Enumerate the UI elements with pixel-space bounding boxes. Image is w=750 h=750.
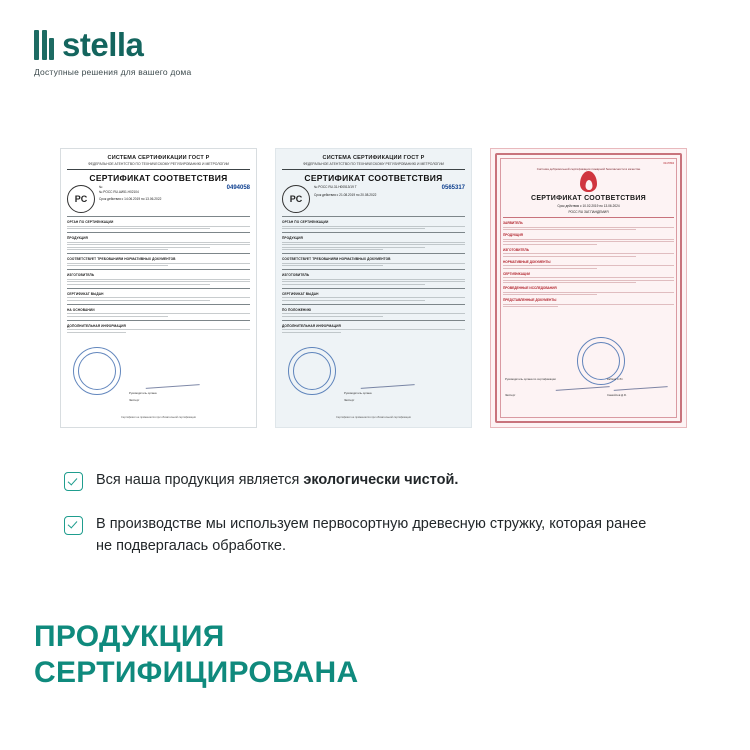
cert3-sign-role: Руководитель органа по сертификации bbox=[505, 377, 556, 381]
cert1-section-2: СООТВЕТСТВУЕТ ТРЕБОВАНИЯМ НОРМАТИВНЫХ ДОКУМЕНТОВ bbox=[67, 257, 176, 261]
bullet-text-1 bbox=[96, 470, 458, 492]
cert3-section-0: ЗАЯВИТЕЛЬ bbox=[503, 221, 523, 226]
cert3-system-title: Система добровольной сертификации пожарной безопасности в качестве bbox=[536, 167, 641, 171]
cert3-section-5: ПРОВЕДЕННЫЕ ИССЛЕДОВАНИЯ bbox=[503, 286, 557, 291]
cert1-agency: ФЕДЕРАЛЬНОЕ АГЕНТСТВО ПО ТЕХНИЧЕСКОМУ РЕГУЛИРОВАНИЮ И МЕТРОЛОГИИ bbox=[88, 162, 229, 166]
cert2-section-4: СЕРТИФИКАТ ВЫДАН bbox=[282, 291, 319, 296]
cert3-signature-1 bbox=[554, 366, 609, 391]
cert1-stamp bbox=[73, 347, 121, 395]
check-icon bbox=[64, 516, 83, 535]
cert1-section-5: НА ОСНОВАНИИ bbox=[67, 307, 95, 312]
cert2-stamp bbox=[288, 347, 336, 395]
brand-name: stella bbox=[62, 26, 144, 63]
cert2-valid-to-label: по bbox=[356, 192, 360, 197]
cert3-signer-2: Самойлов Д.Я. bbox=[607, 393, 627, 397]
benefits-list bbox=[64, 470, 684, 579]
cert3-valid-to-label: по bbox=[599, 204, 603, 208]
cert1-sign-expert: Эксперт bbox=[129, 398, 140, 402]
cert2-section-5: ПО ПОЛОЖЕНИЮ bbox=[282, 307, 312, 312]
cert2-doc-title: СЕРТИФИКАТ СООТВЕТСТВИЯ bbox=[304, 173, 443, 183]
cert3-section-4: СЕРТИФИКАЦИИ bbox=[503, 271, 530, 276]
cert1-valid-to-label: по bbox=[141, 197, 145, 202]
certificate-card-1 bbox=[60, 148, 257, 428]
cert3-section-1: ПРОДУКЦИЯ bbox=[503, 233, 523, 238]
cert1-blank: № РОСС RU.AИ51.H02104 bbox=[99, 189, 139, 194]
cert1-section-6: ДОПОЛНИТЕЛЬНАЯ ИНФОРМАЦИЯ bbox=[67, 323, 126, 328]
brand-logo bbox=[34, 28, 191, 77]
cert2-footer: Сертификат не применяется при обязательной сертификации bbox=[336, 416, 411, 419]
cert3-valid-label: Срок действия с bbox=[557, 204, 582, 208]
cert2-sign-role: Руководитель органа bbox=[344, 391, 372, 395]
cert2-section-0: ОРГАН ПО СЕРТИФИКАЦИИ bbox=[282, 220, 329, 224]
cert1-sign-role: Руководитель органа bbox=[129, 391, 157, 395]
cert3-section-6: ПРЕДСТАВЛЕННЫЕ ДОКУМЕНТЫ bbox=[503, 298, 557, 303]
cert3-number: 0117894 bbox=[663, 161, 674, 165]
cert2-section-2: СООТВЕТСТВУЕТ ТРЕБОВАНИЯМ НОРМАТИВНЫХ ДОКУМЕНТОВ bbox=[282, 257, 391, 261]
cert1-number-label: № bbox=[99, 185, 103, 189]
check-icon bbox=[64, 472, 83, 491]
certificate-card-2 bbox=[275, 148, 472, 428]
cert2-valid-to: 20.08.2022 bbox=[360, 192, 377, 197]
cert3-section-2: ИЗГОТОВИТЕЛЬ bbox=[503, 247, 530, 252]
cert2-signature bbox=[359, 364, 414, 389]
cert3-valid-from: 10.02.2019 bbox=[582, 204, 599, 208]
rst-mark-icon: PC bbox=[67, 185, 95, 213]
cert1-section-1: ПРОДУКЦИЯ bbox=[67, 236, 88, 240]
logo-row bbox=[34, 28, 191, 61]
list-item bbox=[64, 470, 684, 492]
cert3-signer-1: Кабков С.Ю. bbox=[607, 377, 624, 381]
page-title bbox=[34, 619, 358, 692]
cert1-valid-to: 13.06.2022 bbox=[145, 197, 162, 202]
bullet-1-plain: Вся наша продукция является bbox=[96, 472, 304, 488]
cert2-section-3: ИЗГОТОВИТЕЛЬ bbox=[282, 273, 310, 277]
rst-mark-icon: PC bbox=[282, 185, 310, 213]
stella-bars-icon bbox=[34, 30, 54, 60]
certificate-card-3 bbox=[490, 148, 687, 428]
cert2-number: 0565317 bbox=[441, 185, 465, 191]
bullet-text-2: В производстве мы используем первосортную древесную стружку, которая ранее не подвергалась обработке. bbox=[96, 515, 647, 554]
cert1-section-3: ИЗГОТОВИТЕЛЬ bbox=[67, 273, 95, 277]
cert2-valid-from: 21.08.2019 bbox=[339, 192, 356, 197]
cert3-sign-expert: Эксперт bbox=[505, 393, 516, 397]
cert3-doc-title: СЕРТИФИКАТ СООТВЕТСТВИЯ bbox=[530, 195, 647, 202]
cert1-valid-label: Срок действия с bbox=[99, 197, 124, 202]
cert1-signature bbox=[144, 364, 199, 389]
cert2-system-title: СИСТЕМА СЕРТИФИКАЦИИ ГОСТ Р bbox=[322, 155, 425, 161]
list-item bbox=[64, 514, 684, 558]
certificates-row bbox=[60, 148, 687, 428]
cert2-sign-expert: Эксперт bbox=[344, 398, 355, 402]
brand-tagline: Доступные решения для вашего дома bbox=[34, 67, 192, 77]
bullet-1-bold: экологически чистой. bbox=[303, 472, 459, 488]
cert1-doc-title: СЕРТИФИКАТ СООТВЕТСТВИЯ bbox=[89, 173, 228, 183]
cert2-valid-label: Срок действия с bbox=[314, 192, 339, 197]
cert3-blank: РОСС RU ЗАГ.ПАНДЕМИЯ bbox=[568, 209, 609, 214]
headline-line-1: ПРОДУКЦИЯ bbox=[34, 619, 225, 653]
headline-line-2: СЕРТИФИЦИРОВАНА bbox=[34, 656, 359, 690]
flame-icon bbox=[580, 171, 597, 192]
cert1-system-title: СИСТЕМА СЕРТИФИКАЦИИ ГОСТ Р bbox=[107, 155, 210, 161]
cert2-section-1: ПРОДУКЦИЯ bbox=[282, 236, 303, 240]
cert2-blank: № РОСС RU.31.Н00513/19 Т bbox=[314, 185, 357, 189]
cert1-valid-from: 14.06.2019 bbox=[124, 197, 141, 202]
cert1-section-0: ОРГАН ПО СЕРТИФИКАЦИИ bbox=[67, 220, 114, 224]
cert2-agency: ФЕДЕРАЛЬНОЕ АГЕНТСТВО ПО ТЕХНИЧЕСКОМУ РЕГУЛИРОВАНИЮ И МЕТРОЛОГИИ bbox=[303, 162, 444, 166]
cert3-section-3: НОРМАТИВНЫЕ ДОКУМЕНТЫ bbox=[503, 259, 551, 264]
cert1-footer: Сертификат не применяется при обязательной сертификации bbox=[121, 416, 196, 419]
cert1-number: 0494058 bbox=[226, 185, 250, 191]
cert3-valid-to: 13.06.2024 bbox=[603, 204, 620, 208]
cert2-section-6: ДОПОЛНИТЕЛЬНАЯ ИНФОРМАЦИЯ bbox=[282, 323, 341, 328]
cert1-section-4: СЕРТИФИКАТ ВЫДАН bbox=[67, 291, 104, 296]
